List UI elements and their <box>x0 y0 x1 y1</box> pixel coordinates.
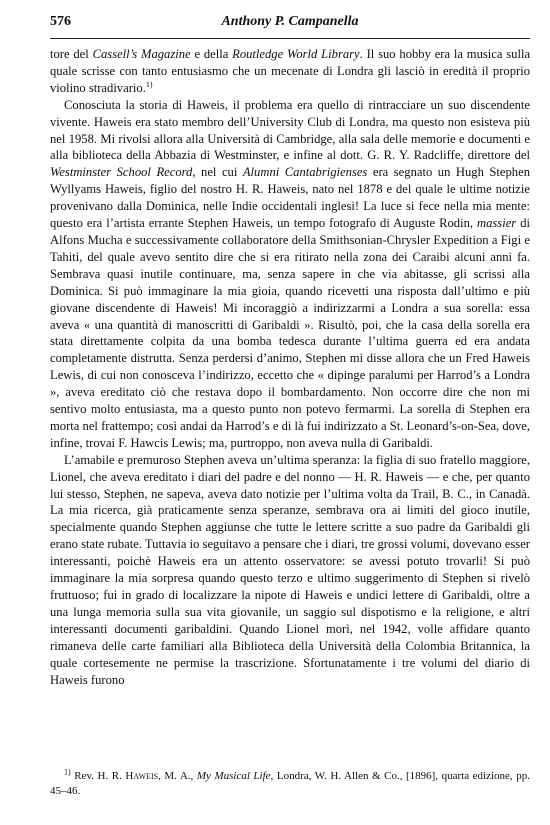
italic-title: My Musical Life <box>196 770 271 782</box>
italic-title: Cassell’s Magazine <box>92 47 191 61</box>
body-text <box>50 46 530 688</box>
footnote-ref: 1) <box>145 79 153 89</box>
text-run: Conosciuta la storia di Haweis, il problema era quello di rintracciare un suo discendente vivente. Haweis era stato membro dell’University Club di Londra, ma questo non esisteva più nel 1958. Mi rivolsi allora alla Università di Cambridge, alla sala delle memorie e documenti e alla biblioteca della Abbazia di Westminster, e infine al dott. G. R. Y. Radcliffe, direttore del <box>50 97 530 163</box>
italic-title: Routledge World Library <box>232 47 360 61</box>
text-run: , M. A., <box>158 770 197 782</box>
text-run: , Londra, W. H. Allen & Co., [1896], quarta edizione, pp. 45–46. <box>50 770 530 797</box>
paragraph-2 <box>50 97 530 452</box>
text-run: era segnato un Hugh Stephen Wyllyams Haweis, figlio del nostro H. R. Haweis, nato nel 1878 e del quale le ultime notizie provenivano dalla Dominica, nelle Indie occidentali inglesi! La luce si fece nella mia mente: questo era l’artista errante Stephen Haweis, un tempo fotografo di Auguste Rodin, <box>50 165 530 231</box>
italic-title: Alumni Cantabrigienses <box>242 165 368 180</box>
page-number: 576 <box>50 14 71 29</box>
paragraph-3: L’amabile e premuroso Stephen aveva un’ultima speranza: la figlia di suo fratello maggiore, Lionel, che aveva ereditato i diari del padre e del nonno — H. R. Haweis — e che, per quanto lui stesso, Stephen, ne sapeva, aveva dato notizie per l’ultima volta da Trail, B. C., in Canadà. La mia ricerca, già praticamente senza speranze, sembrava ora ai limiti del gioco inutile, specialmente quando Stephen aggiunse che tutte le lettere scritte a suo padre da Garibaldi gli erano state rubate. Tuttavia io seguitavo a pensare che i diari, tre grossi volumi, dovevano esser interessanti, poichè Haweis era un attento osservatore: se avessi potuto trovarli! Si può immaginare la mia sorpresa quando questo terzo e ultimo suggerimento di Stephen si rivelò fruttuoso; fui in grado di localizzare la nipote di Haweis e undici lettere di Garibaldi, oltre a una lunga memoria sulla sua vita giovanile, un saggio sul dispotismo e la religione, e altri interessanti documenti garibaldini. Quando Lionel morì, nel 1942, volle affidare quanto rimaneva delle carte familiari alla Biblioteca della Università della Colombia Britannica, la quale cortesemente ne permise la trascrizione. Sfortunatamente i tre volumi del diario di Haweis furono <box>50 452 530 687</box>
italic-term: massier <box>477 216 517 231</box>
text-run: tore del <box>50 47 93 61</box>
footnote-marker: 1) <box>64 767 71 777</box>
author-name: Haweis <box>125 770 159 782</box>
page-header <box>50 12 530 38</box>
footnote-1 <box>50 769 530 799</box>
text-run: Rev. H. R. <box>70 770 126 782</box>
running-title: Anthony P. Campanella <box>221 14 359 29</box>
italic-title: Westminster School Record <box>50 165 193 180</box>
text-run: , nel cui <box>192 165 243 180</box>
text-run: . Il suo hobby era la musica sulla quale scrisse con tanto entusiasmo che un mecenate di Londra gli lasciò in eredità il proprio violino stradivario. <box>50 47 531 95</box>
paragraph-1 <box>50 46 530 97</box>
text-run: e della <box>190 47 233 61</box>
header-rule <box>50 38 530 39</box>
text-run: di Alfons Mucha e successivamente collaboratore della Smithsonian-Chrysler Expedition a Figi e Tahiti, del quale avevo sentito dire che si era ritirato nella zona dei Caraibi alcuni anni fa. Sembrava quasi inutile continuare, ma, senza sapere in che via abitasse, gli scrissi alla Dominica. Si può immaginare la mia gioia, quando ricevetti una risposta dall’ultimo e più giovane discendente di Haweis! Mi incoraggiò a indirizzarmi a Londra a sua sorella: essa aveva « una quantità di manoscritti di Garibaldi ». Risultò, poi, che la casa della sorella era stata direttamente colpita da una bomba tedesca durante l’ultima guerra ed era andata completamente distrutta. Senza perdersi d’animo, Stephen mi disse allora che un Fred Haweis Lewis, di cui non conosceva l’indirizzo, eccetto che « dipinge paralumi per Harrod’s a Londra », aveva ereditato ciò che restava dopo il bombardamento. Non occorre dire che non mi sentivo molto entusiasta, ma a questo punto non potevo fermarmi. La sorella di Stephen era morta nel frattempo; così andai da Harrod’s e di là fui indirizzato a St. Leonard’s-on-Sea, dove, infine, trovai F. Hawcis Lewis; ma, purtroppo, non aveva nulla di Garibaldi. <box>50 216 530 450</box>
footnote <box>50 769 530 799</box>
